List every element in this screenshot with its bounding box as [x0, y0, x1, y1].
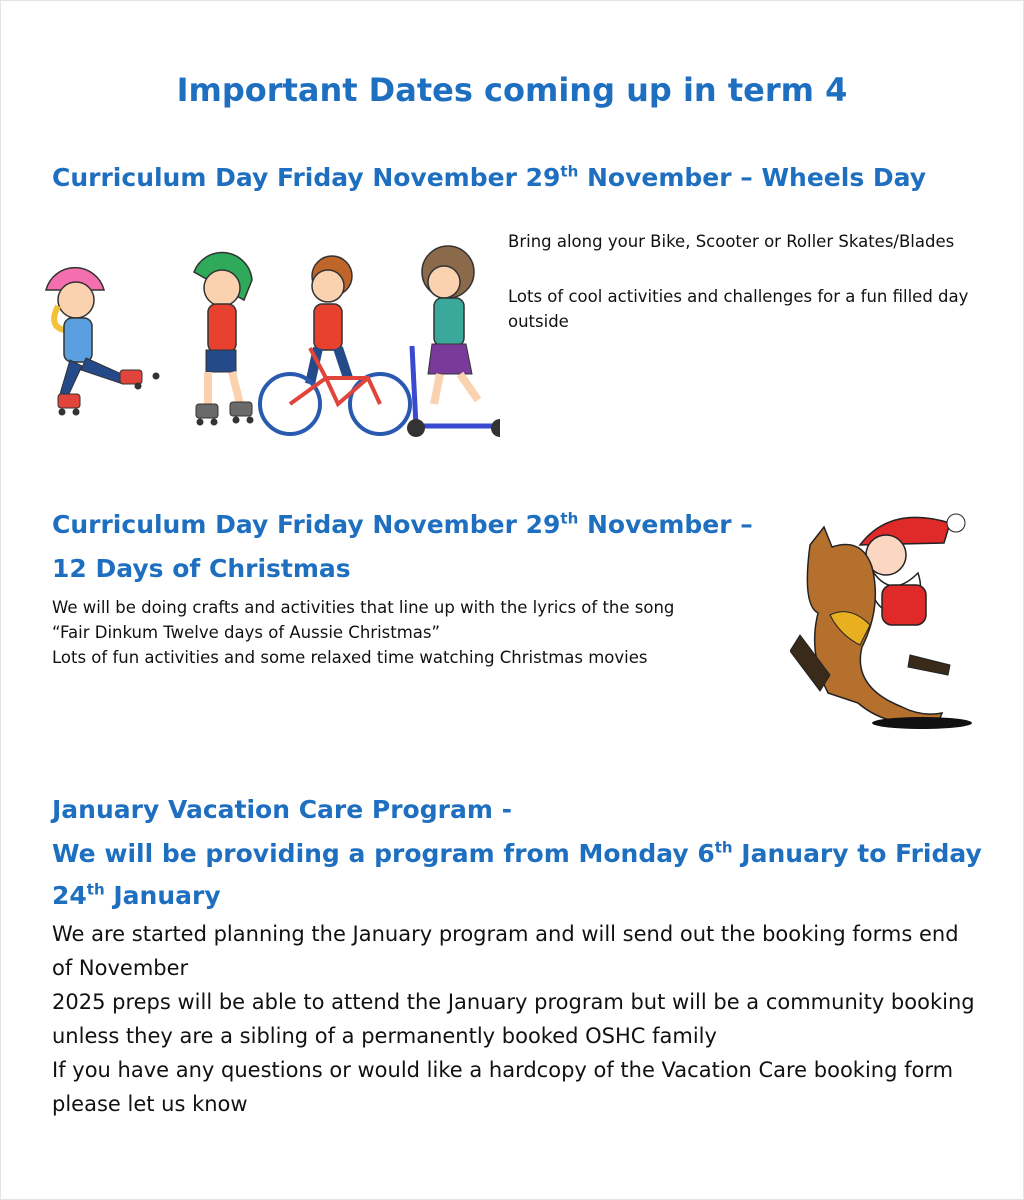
section1-para-bring: Bring along your Bike, Scooter or Roller Skates/Blades — [508, 232, 955, 251]
section1-heading-text: Curriculum Day Friday November 29 — [52, 163, 561, 192]
section2-line: “Fair Dinkum Twelve days of Aussie Christmas” — [52, 623, 441, 642]
section3-heading-text: We will be providing a program from Monday 6 — [52, 839, 715, 868]
section2-heading-text: Curriculum Day Friday November 29 — [52, 510, 561, 539]
section3-heading-text-post: January to Friday — [732, 839, 982, 868]
section3-line: We are started planning the January program and will send out the booking forms end — [52, 922, 959, 946]
section2-text — [52, 595, 772, 670]
section3-heading-line2 — [52, 832, 982, 876]
section1-heading-text-post: November – Wheels Day — [578, 163, 927, 192]
section3-heading-date: 24 — [52, 881, 87, 910]
section2-line: Lots of fun activities and some relaxed time watching Christmas movies — [52, 648, 648, 667]
section3-line: 2025 preps will be able to attend the January program but will be a community booking — [52, 990, 975, 1014]
section3-line: unless they are a sibling of a permanently booked OSHC family — [52, 1024, 717, 1048]
section1-heading — [52, 156, 926, 200]
section3-heading-line1: January Vacation Care Program - — [52, 795, 512, 824]
section3-heading-sup: th — [714, 838, 733, 857]
section1-heading-sup: th — [560, 162, 579, 181]
section2-heading-line1 — [52, 503, 753, 547]
section2-heading-line2: 12 Days of Christmas — [52, 554, 351, 583]
section3-heading-line3 — [52, 874, 221, 918]
kangaroo-santa-illustration — [790, 505, 980, 737]
section1-para-activities: Lots of cool activities and challenges for a fun filled day outside — [508, 287, 969, 331]
section3-text — [52, 917, 992, 1121]
page-title: Important Dates coming up in term 4 — [176, 71, 848, 109]
section3-heading-sup: th — [86, 880, 105, 899]
section2-line: We will be doing crafts and activities that line up with the lyrics of the song — [52, 598, 675, 617]
section1-text — [508, 229, 1008, 334]
section2-heading-text-post: November – — [578, 510, 753, 539]
section3-heading-text-post: January — [104, 881, 221, 910]
section2-heading-sup: th — [560, 509, 579, 528]
section3-line: If you have any questions or would like a hardcopy of the Vacation Care booking form — [52, 1058, 954, 1082]
section3-line: of November — [52, 956, 189, 980]
kids-on-wheels-illustration — [40, 238, 500, 443]
section3-line: please let us know — [52, 1092, 248, 1116]
